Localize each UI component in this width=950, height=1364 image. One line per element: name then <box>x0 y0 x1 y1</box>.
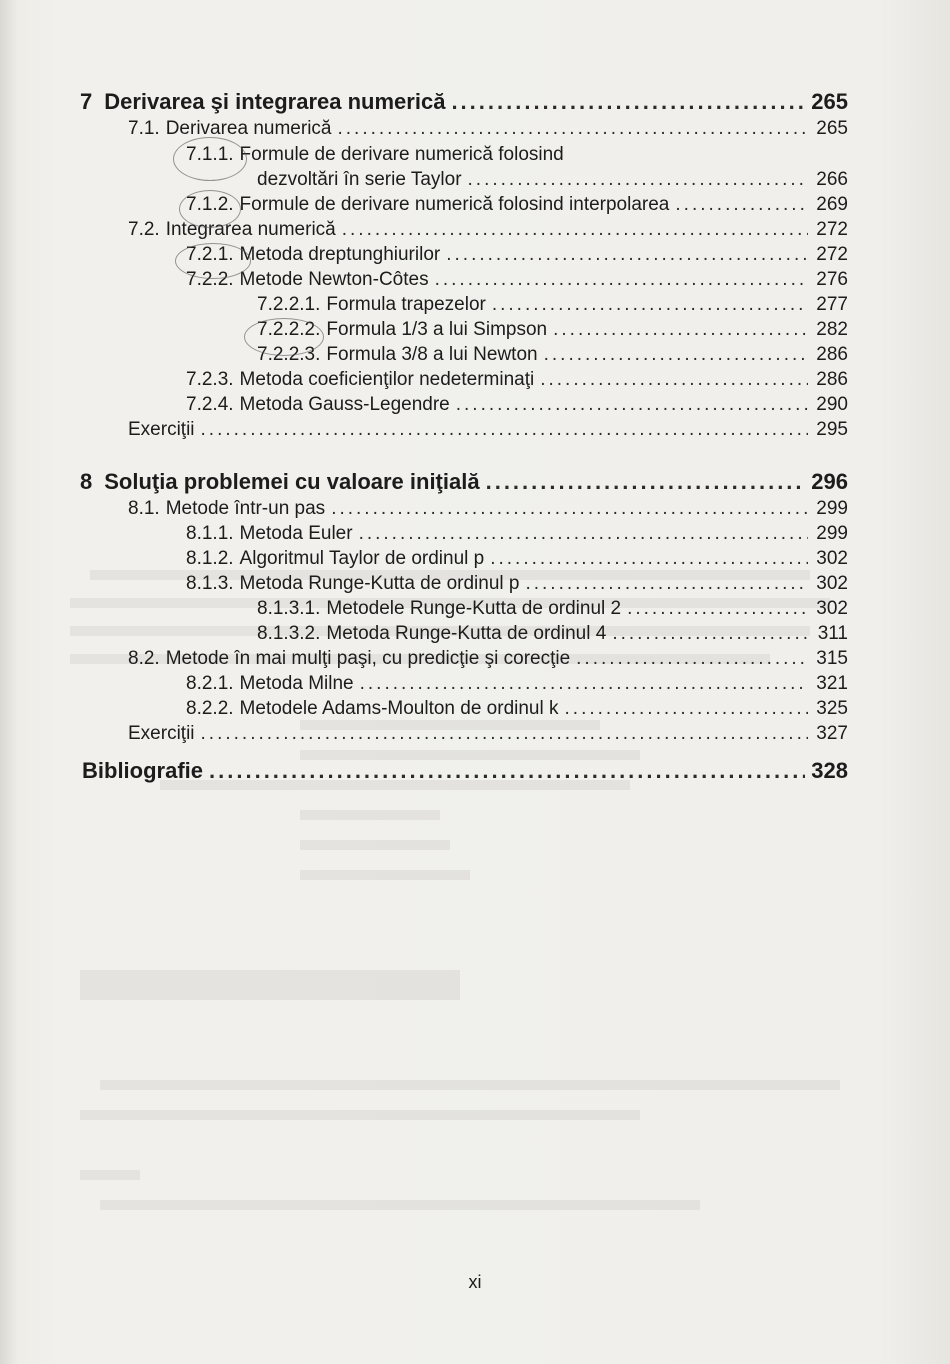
toc-entry-number: 7.2.2. <box>186 269 234 290</box>
toc-entry-number: 7.2.2.1. <box>257 294 321 315</box>
toc-entry-page: 321 <box>816 673 848 694</box>
toc-entry <box>257 293 848 317</box>
toc-entry-page: 276 <box>816 269 848 290</box>
pencil-mark-circle <box>179 190 241 228</box>
toc-entry-number: 8.2.1. <box>186 673 234 694</box>
toc-entry-number: 7 <box>80 89 93 114</box>
dot-leader <box>576 647 808 671</box>
toc-entry-title: Metoda Runge-Kutta de ordinul p <box>239 573 520 594</box>
toc-entry <box>186 572 848 596</box>
toc-entry <box>186 522 848 546</box>
toc-entry-page: 325 <box>816 698 848 719</box>
toc-entry-number: 8 <box>80 469 93 494</box>
dot-leader <box>456 393 808 417</box>
toc-entry <box>186 143 848 167</box>
dot-leader <box>486 468 806 496</box>
toc-entry <box>128 722 848 746</box>
toc-entry-number: 7.2.3. <box>186 369 234 390</box>
dot-leader <box>451 88 805 116</box>
dot-leader <box>525 572 808 596</box>
toc-entry-number: 7.2.2.2. <box>257 319 321 340</box>
toc-entry-number: 7.1. <box>128 118 160 139</box>
toc-entry-title: Formule de derivare numerică folosind <box>239 144 564 165</box>
toc-entry-number: 8.1.2. <box>186 548 234 569</box>
toc-entry-page: 290 <box>816 394 848 415</box>
toc-entry-page: 328 <box>811 758 848 783</box>
toc-entry-title: Formula trapezelor <box>326 294 486 315</box>
toc-entry <box>257 168 848 192</box>
toc-entry-title: Metoda Euler <box>239 523 353 544</box>
toc-entry-number: 8.2.2. <box>186 698 234 719</box>
dot-leader <box>627 597 808 621</box>
toc-entry <box>186 268 848 292</box>
toc-entry <box>80 88 848 116</box>
toc-entry-number: 7.2.2.3. <box>257 344 321 365</box>
toc-entry-page: 272 <box>816 244 848 265</box>
toc-entry-title: Formule de derivare numerică folosind interpolarea <box>239 194 670 215</box>
dot-leader <box>435 268 808 292</box>
toc-entry-page: 286 <box>816 369 848 390</box>
toc-entry-page: 302 <box>816 573 848 594</box>
toc-entry-title: Metode într-un pas <box>165 498 326 519</box>
dot-leader <box>201 418 808 442</box>
toc-entry-title: Metodele Runge-Kutta de ordinul 2 <box>326 598 622 619</box>
toc-entry-number: 7.1.1. <box>186 144 234 165</box>
toc-entry-page: 266 <box>816 169 848 190</box>
toc-entry-title: Formula 1/3 a lui Simpson <box>326 319 548 340</box>
toc-entry-title: Exerciţii <box>128 419 195 440</box>
toc-entry-page: 265 <box>816 118 848 139</box>
toc-entry-number: 8.2. <box>128 648 160 669</box>
toc-entry-title: Metoda dreptunghiurilor <box>239 244 441 265</box>
toc-entry <box>82 757 848 785</box>
toc-entry-number: 7.2.4. <box>186 394 234 415</box>
toc-entry-number: 7.1.2. <box>186 194 234 215</box>
toc-entry <box>186 193 848 217</box>
dot-leader <box>468 168 808 192</box>
dot-leader <box>490 547 808 571</box>
dot-leader <box>359 522 808 546</box>
toc-entry-title: dezvoltări în serie Taylor <box>257 169 462 190</box>
page-number: xi <box>468 1272 482 1292</box>
toc-entry-number: 7.2. <box>128 219 160 240</box>
toc-entry-title: Metoda coeficienţilor nedeterminaţi <box>239 369 535 390</box>
dot-leader <box>612 622 808 646</box>
toc-entry-page: 282 <box>816 319 848 340</box>
toc-entry-page: 299 <box>816 498 848 519</box>
dot-leader <box>338 117 809 141</box>
toc-entry <box>128 218 848 242</box>
toc-entry-title: Metode Newton-Côtes <box>239 269 429 290</box>
toc-entry-page: 299 <box>816 523 848 544</box>
dot-leader <box>492 293 808 317</box>
toc-entry-page: 286 <box>816 344 848 365</box>
dot-leader <box>201 722 808 746</box>
toc-entry-title: Metoda Gauss-Legendre <box>239 394 450 415</box>
dot-leader <box>565 697 808 721</box>
toc-entry-title: Algoritmul Taylor de ordinul p <box>239 548 485 569</box>
toc-entry-page: 302 <box>816 598 848 619</box>
dot-leader <box>544 343 808 367</box>
toc-entry <box>186 672 848 696</box>
toc-entry <box>128 117 848 141</box>
toc-entry <box>186 243 848 267</box>
toc-entry-page: 272 <box>816 219 848 240</box>
toc-entry-number: 8.1.1. <box>186 523 234 544</box>
toc-entry <box>128 497 848 521</box>
toc-entry-page: 296 <box>811 469 848 494</box>
dot-leader <box>540 368 808 392</box>
toc-entry-title: Exerciţii <box>128 723 195 744</box>
toc-entry-page: 269 <box>816 194 848 215</box>
pencil-mark-circle <box>244 318 324 356</box>
toc-entry-number: 8.1.3.2. <box>257 623 321 644</box>
toc-entry-page: 327 <box>816 723 848 744</box>
toc-entry-number: 8.1.3.1. <box>257 598 321 619</box>
pencil-mark-circle <box>175 243 251 279</box>
toc-entry-page: 295 <box>816 419 848 440</box>
dot-leader <box>342 218 808 242</box>
dot-leader <box>675 193 808 217</box>
dot-leader <box>446 243 808 267</box>
dot-leader <box>209 757 805 785</box>
dot-leader <box>360 672 808 696</box>
toc-entry <box>80 468 848 496</box>
toc-entry <box>128 418 848 442</box>
pencil-mark-circle <box>173 137 247 181</box>
toc-entry <box>128 647 848 671</box>
toc-entry <box>186 368 848 392</box>
toc-entry-page: 302 <box>816 548 848 569</box>
toc-entry-title: Bibliografie <box>82 758 204 783</box>
toc-entry <box>186 697 848 721</box>
toc-entry <box>257 343 848 367</box>
toc-entry <box>257 597 848 621</box>
toc-entry-page: 277 <box>816 294 848 315</box>
toc-entry-title: Metode în mai mulţi paşi, cu predicţie şi corecţie <box>165 648 571 669</box>
toc-entry-number: 8.1. <box>128 498 160 519</box>
toc-entry-number: 7.2.1. <box>186 244 234 265</box>
toc-entry-title: Soluţia problemei cu valoare iniţială <box>104 469 480 494</box>
toc-entry-page: 311 <box>817 623 848 644</box>
toc-entry-number: 8.1.3. <box>186 573 234 594</box>
toc-entry-title: Integrarea numerică <box>165 219 336 240</box>
toc-entry-title: Derivarea numerică <box>165 118 332 139</box>
toc-entry-title: Metoda Runge-Kutta de ordinul 4 <box>326 623 607 644</box>
toc-entry-title: Metodele Adams-Moulton de ordinul k <box>239 698 559 719</box>
toc-entry <box>257 318 848 342</box>
toc-entry <box>186 547 848 571</box>
toc-entry-title: Metoda Milne <box>239 673 354 694</box>
toc-entry <box>257 622 848 646</box>
dot-leader <box>331 497 808 521</box>
toc-entry <box>186 393 848 417</box>
toc-entry-page: 265 <box>811 89 848 114</box>
dot-leader <box>553 318 808 342</box>
toc-entry-page: 315 <box>816 648 848 669</box>
toc-entry-title: Derivarea şi integrarea numerică <box>104 89 446 114</box>
toc-entry-title: Formula 3/8 a lui Newton <box>326 344 538 365</box>
